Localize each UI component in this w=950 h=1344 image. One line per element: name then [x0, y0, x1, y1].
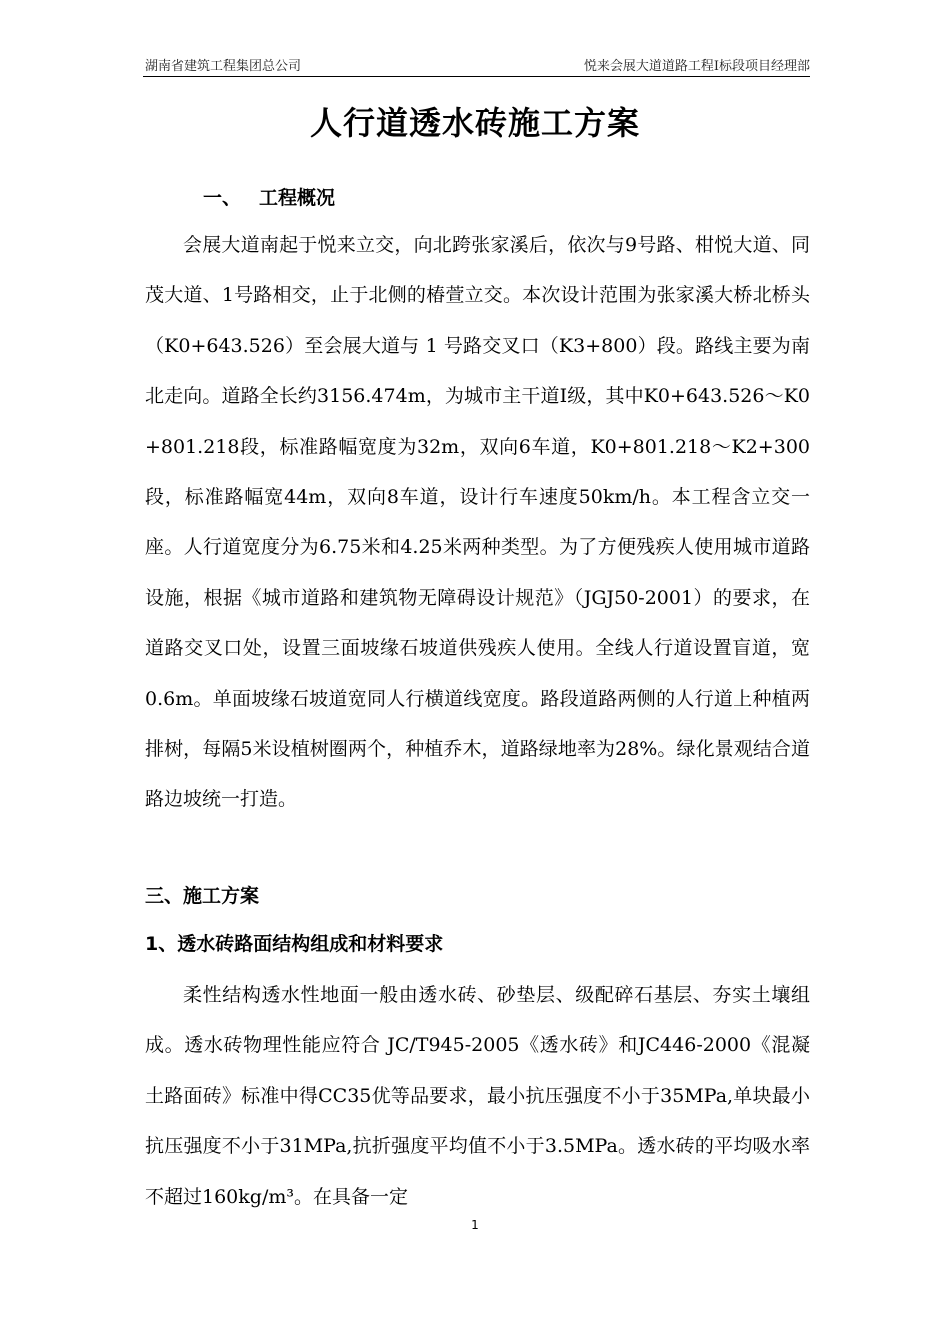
header-divider: [143, 76, 810, 77]
permeable-brick-paragraph: 柔性结构透水性地面一般由透水砖、砂垫层、级配碎石基层、夯实土壤组成。透水砖物理性能应符合 JC/T945-2005《透水砖》和JC446-2000《混凝土路面砖》标准中得CC35优等品要求，最小抗压强度不小于35MPa,单块最小抗压强度不小于31MPa,抗折强度平均值不小于3.5MPa。透水砖的平均吸水率不超过160kg/m³。在具备一定: [145, 984, 810, 1208]
header-company: 湖南省建筑工程集团总公司: [145, 59, 302, 74]
overview-paragraph: 会展大道南起于悦来立交，向北跨张家溪后，依次与9号路、柑悦大道、同茂大道、1号路相交，止于北侧的椿萱立交。本次设计范围为张家溪大桥北桥头（K0+643.526）至会展大道与 1 号路交叉口（K3+800）段。路线主要为南北走向。道路全长约3156.474m，为城市主干道Ⅰ级，其中K0+643.526～K0+801.218段，标准路幅宽度为32m，双向6车道，K0+801.218～K2+300段，标准路幅宽44m，双向8车道，设计行车速度50km/h。本工程含立交一座。人行道宽度分为6.75米和4.25米两种类型。为了方便残疾人使用城市道路设施，根据《城市道路和建筑物无障碍设计规范》（JGJ50-2001）的要求，在道路交叉口处，设置三面坡缘石坡道供残疾人使用。全线人行道设置盲道，宽 0.6m。单面坡缘石坡道宽同人行横道线宽度。路段道路两侧的人行道上种植两排树，每隔5米设植树圈两个，种植乔木，道路绿地率为28%。绿化景观结合道路边坡统一打造。: [145, 234, 810, 811]
page-number: 1: [471, 1218, 479, 1232]
document-title: 人行道透水砖施工方案: [309, 104, 640, 142]
subsection-heading-permeable-brick: 1、透水砖路面结构组成和材料要求: [145, 933, 444, 955]
section-number: 一、: [203, 187, 242, 209]
section-heading-construction-plan: 三、施工方案: [145, 885, 260, 907]
section-heading-overview: [203, 183, 335, 210]
header-department: 悦来会展大道道路工程Ⅰ标段项目经理部: [583, 59, 810, 74]
section-title: 工程概况: [259, 187, 336, 209]
